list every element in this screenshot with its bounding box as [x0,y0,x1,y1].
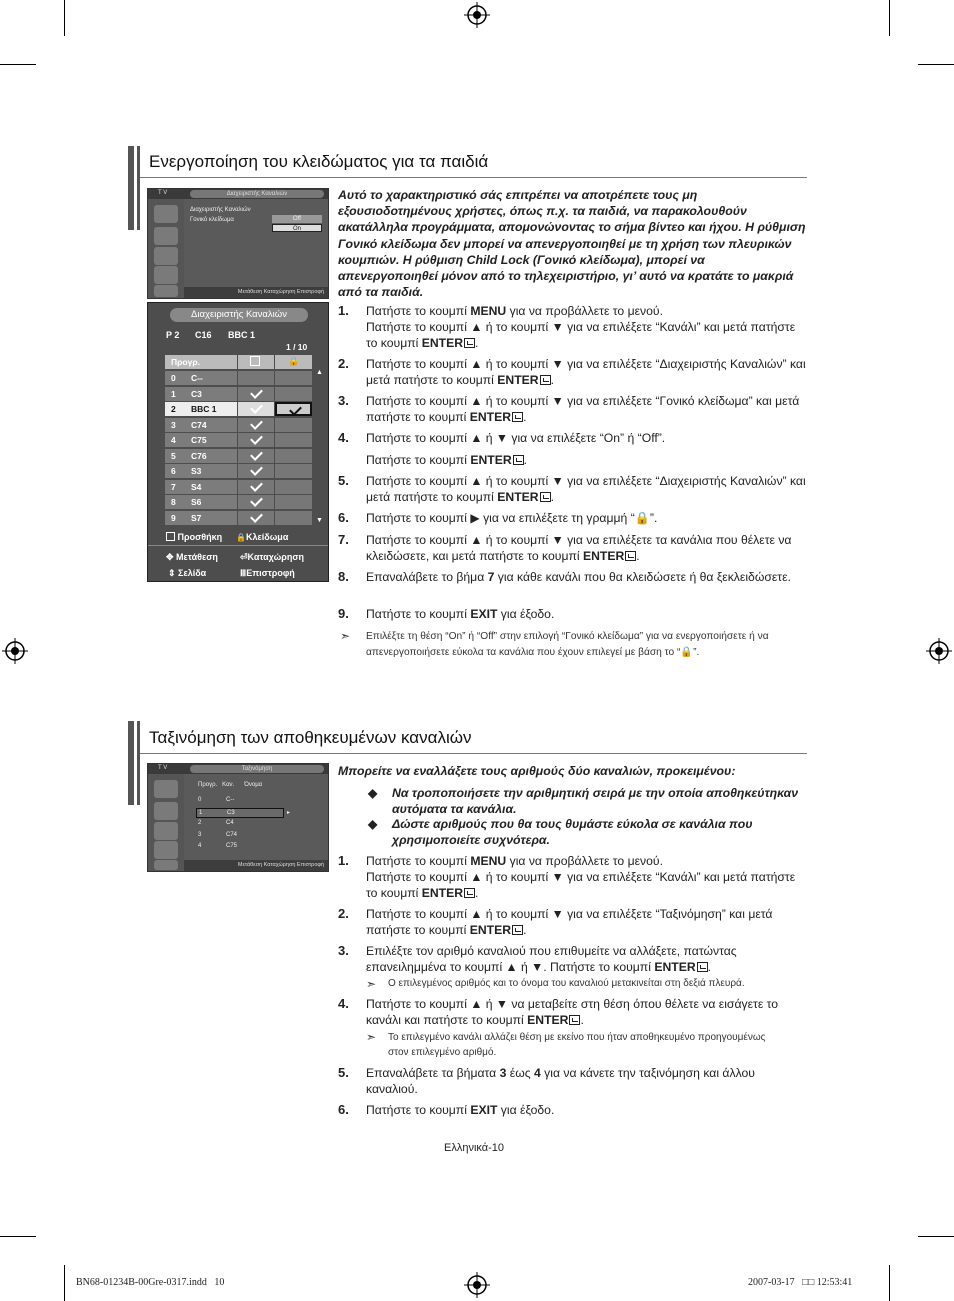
nav-move: ✥ Μετάθεση [166,552,218,562]
step-text: Πατήστε το κουμπί ▲ ή ▼ να μεταβείτε στη θέση όπου θέλετε να εισάγετε το κανάλι και πατήστε το κουμπί ENTER . [366,997,779,1027]
section-intro: Μπορείτε να εναλλάξετε τους αριθμούς δύο καναλιών, προκειμένου: [338,764,736,778]
nav-back: ⅢΕπιστροφή [240,568,295,578]
tv-menu-screenshot [147,188,329,299]
row-name: S4 [191,481,202,492]
bullet-text: Δώστε αριθμούς που θα τους θυμάστε εύκολα σε κανάλια που χρησιμοποιείτε συχνότερα. [392,817,753,847]
step-number: 2. [338,906,349,921]
tv-menu-header [148,764,328,774]
note-arrow-icon: ➣ [366,1030,377,1044]
registration-mark-icon [926,638,952,664]
step-number: 1. [338,853,349,868]
step-text: Πατήστε το κουμπί EXIT για έξοδο. [366,1103,555,1117]
step [338,943,808,991]
step-number: 5. [338,1065,349,1080]
registration-mark-icon [464,2,490,28]
step-text: Επαναλάβετε τα βήματα 3 έως 4 για να κάνετε την ταξινόμηση και άλλου καναλιού. [366,1066,755,1096]
channel-manager-title: Διαχειριστής Καναλιών [170,308,308,322]
tv-menu-main [184,774,328,860]
row-number: 2 [171,404,176,414]
menu-line: Διαχειριστής Καναλιών [190,207,251,213]
table-row [165,511,312,527]
table-row [165,495,312,511]
check-icon [289,403,302,416]
check-icon [250,417,263,430]
file-footer: BN68-01234B-00Gre-0317.indd 10 [76,1277,225,1288]
row-number: 4 [198,843,202,849]
section-marker [134,721,137,805]
crop-mark [0,64,36,65]
step-text: Πατήστε το κουμπί MENU για να προβάλλετε το μενού. Πατήστε το κουμπί ▲ ή το κουμπί ▼ για να επιλέξετε “Κανάλι” και μετά πατήστε το κουμπί ENTER . [366,854,796,900]
row-number: 7 [171,481,176,492]
row-number: 6 [171,466,176,476]
crop-mark [889,0,890,36]
step-text: Πατήστε το κουμπί EXIT για έξοδο. [366,607,555,621]
lock-icon: 🔒 [288,356,300,366]
row-number: 8 [171,497,176,507]
step-number: 2. [338,356,349,371]
step-number: 4. [338,996,349,1011]
step-number: 8. [338,569,349,584]
section-intro: Αυτό το χαρακτηριστικό σάς επιτρέπει να αποτρέπετε τους μη εξουσιοδοτημένους χρήστες, όπως π.χ. τα παιδιά, να παρακολουθούν ακατάλληλα προγράμματα, απομονώνοντας το σήμα βίντεο και ήχου. Η ρύθμιση Γονικό κλείδωμα δεν μπορεί να απενεργοποιηθεί με τη χρήση των πλευρικών κουμπιών. Η ρύθμιση Child Lock (Γονικό κλείδωμα), μπορεί να απενεργοποιηθεί μόνον από το τηλεχειριστήριο, γι’ αυτό να κρατάτε το μακριά από τα παιδιά. [338,188,806,300]
input-icon [154,860,178,870]
legend-lock [236,532,288,542]
row-channel: C74 [226,831,238,838]
step [338,569,808,585]
add-icon [166,532,175,541]
check-icon [250,463,263,476]
note-text: Το επιλεγμένο κανάλι αλλάζει θέση με εκείνο που ήταν αποθηκευμένο προηγουμένως στον επιλεγμένο αριθμό. [388,1032,766,1058]
diamond-bullet-icon: ◆ [368,817,378,831]
row-number: 3 [171,419,176,430]
note-arrow-icon: ➣ [366,977,377,991]
crop-mark [889,1265,890,1301]
list-item [196,808,291,818]
tv-menu-footer: Μετάθεση Καταχώρηση Επιστροφή [184,860,328,871]
row-name: S6 [191,497,202,507]
scroll-down-icon: ▼ [316,517,323,524]
step-number: 9. [338,606,349,621]
divider [148,545,328,546]
table-header [165,355,312,371]
check-icon [250,401,263,414]
step [338,510,808,526]
option-on: On [272,224,322,232]
note-text: Ο επιλεγμένος αριθμός και το όνομα του καναλιού μετακινείται στη δεξιά πλευρά. [388,978,745,989]
row-number: 9 [171,512,176,523]
step-text: Πατήστε το κουμπί ▶ για να επιλέξετε τη γραμμή “🔒”. [366,511,658,525]
date-footer: 2007-03-17 □□ 12:53:41 [748,1277,853,1288]
section-title: Ταξινόμηση των αποθηκευμένων καναλιών [149,728,472,747]
tv-menu-footer: Μετάθεση Καταχώρηση Επιστροφή [184,287,328,298]
add-icon [250,356,260,366]
row-name: BBC 1 [191,404,217,414]
step [338,430,808,468]
channel-manager-screenshot [147,302,329,582]
crop-mark [0,1236,36,1237]
table-row [165,402,312,418]
row-name: C74 [191,419,207,430]
step-text: Επιλέξτε τον αριθμό καναλιού που επιθυμείτε να αλλάξετε, πατώντας επανειλημμένα το κουμπί ▲ ή ▼. Πατήστε το κουμπί ENTER . [366,944,737,974]
step-number: 6. [338,510,349,525]
setup-icon [154,841,178,859]
section-rule [140,753,807,754]
lock-icon: 🔒 [236,533,246,542]
row-name: C-- [191,373,203,383]
step [338,606,808,622]
table-row [165,480,312,496]
menu-header-text: Διαχειριστής Καναλιών [190,190,324,198]
legend-lock-label: Κλείδωμα [245,532,289,542]
row-number: 1 [171,388,176,399]
tv-menu-screenshot [147,763,329,872]
step [338,532,808,564]
scroll-up-icon: ▲ [316,369,323,376]
sound-icon [154,802,178,820]
step-text: Πατήστε το κουμπί ▲ ή το κουμπί ▼ για να επιλέξετε “Διαχειριστής Καναλιών” και μετά πατήστε το κουμπί ENTER . [366,357,806,387]
list-item [196,819,284,829]
channel-icon [154,822,178,840]
channel-icon [154,247,178,265]
tv-menu-main [184,199,328,287]
check-icon [250,479,263,492]
step-text: Πατήστε το κουμπί MENU για να προβάλλετε το μενού. Πατήστε το κουμπί ▲ ή το κουμπί ▼ για να επιλέξετε “Κανάλι” και μετά πατήστε το κουμπί ENTER . [366,304,796,350]
table-row [165,464,312,480]
legend-add-label: Προσθήκη [177,532,223,542]
step-number: 3. [338,943,349,958]
step-number: 4. [338,430,349,445]
note [366,977,808,991]
row-name: S3 [191,466,202,476]
row-channel: C75 [226,843,238,849]
note [340,629,800,660]
input-icon [154,285,178,297]
menu-header-text: Ταξινόμηση [190,765,324,773]
column-header: Προγρ. Καν. Όνομα [198,782,263,788]
info-name: BBC 1 [228,330,256,340]
table-row [165,387,312,403]
check-icon [250,494,263,507]
table-row [165,449,312,465]
step-number: 7. [338,532,349,547]
row-name: C3 [191,388,202,399]
step-text: Πατήστε το κουμπί ▲ ή το κουμπί ▼ για να επιλέξετε “Γονικό κλείδωμα” και μετά πατήστε το κουμπί ENTER . [366,394,800,424]
step [338,356,808,388]
registration-mark-icon [2,638,28,664]
step [338,393,808,425]
tv-label: T V [158,765,168,771]
nav-enter: ⏎Καταχώρηση [240,552,304,562]
nav-page-label: Σελίδα [178,568,207,578]
note-arrow-icon: ➣ [340,629,351,643]
bullet-text: Να τροποποιήσετε την αριθμητική σειρά με την οποία αποθηκεύτηκαν αυτόματα τα κανάλια. [392,786,799,816]
row-number: 0 [198,797,202,803]
tv-sidebar [148,199,184,298]
picture-icon [154,205,178,223]
step-text: Επαναλάβετε το βήμα 7 για κάθε κανάλι που θα κλειδώσετε ή θα ξεκλειδώσετε. [366,570,791,584]
info-channel: C16 [195,330,212,340]
section-title: Ενεργοποίηση του κλειδώματος για τα παιδιά [149,152,489,171]
step [338,906,808,938]
arrow-right-icon: ▸ [287,809,291,816]
section-marker [134,146,137,230]
nav-back-label: Επιστροφή [246,568,295,578]
table-row [165,371,312,387]
diamond-bullet-icon: ◆ [368,786,378,800]
step [338,1065,808,1097]
list-item [196,842,284,852]
table-row [165,418,312,434]
note-text: Επιλέξτε τη θέση “On” ή “Off” στην επιλογή “Γονικό κλείδωμα” για να ενεργοποιήσετε ή να απενεργοποιήσετε εύκολα τα κανάλια που έχουν επιλεγεί με βάση το “🔒”. [366,631,769,658]
step-text: Πατήστε το κουμπί ▲ ή το κουμπί ▼ για να επιλέξετε “Ταξινόμηση” και μετά πατήστε το κουμπί ENTER . [366,907,773,937]
crop-mark [64,0,65,36]
step-number: 1. [338,303,349,318]
row-channel: C-- [226,797,235,803]
row-name: C76 [191,450,207,461]
bullet-item [370,816,800,848]
column-header: Προγρ. [171,357,200,367]
menu-line: Γονικό κλείδωμα [190,217,234,223]
row-number: 2 [198,820,202,826]
tv-sidebar [148,774,184,871]
step [338,303,808,351]
row-channel: C4 [226,820,234,826]
list-item [196,831,284,841]
bullet-item [370,785,800,817]
step-text: Πατήστε το κουμπί ▲ ή το κουμπί ▼ για να επιλέξετε “Διαχειριστής Καναλιών” και μετά πατήστε το κουμπί ENTER . [366,474,806,504]
crop-mark [64,1265,65,1301]
check-icon [250,432,263,445]
registration-mark-icon [464,1272,490,1298]
row-number: 0 [171,373,176,383]
tv-menu-header [148,189,328,199]
step [338,473,808,505]
setup-icon [154,266,178,284]
page-indicator: 1 / 10 [286,342,308,352]
legend-add [166,532,222,542]
step-text: Πατήστε το κουμπί ▲ ή ▼ για να επιλέξετε “On” ή “Off”. Πατήστε το κουμπί ENTER . [366,431,666,467]
step-number: 6. [338,1102,349,1117]
row-number: 3 [198,831,202,838]
sound-icon [154,227,178,245]
info-program: P 2 [166,330,180,340]
picture-icon [154,780,178,798]
row-number: 5 [171,450,176,461]
step-number: 3. [338,393,349,408]
row-number: 1 [199,809,203,816]
nav-enter-label: Καταχώρηση [247,552,304,562]
row-name: C75 [191,435,207,445]
step [338,853,808,901]
nav-move-label: Μετάθεση [176,552,218,562]
table-row [165,433,312,449]
crop-mark [918,1236,954,1237]
option-off: Off [272,215,322,223]
list-item [196,796,284,806]
check-icon [250,386,263,399]
note [366,1030,786,1060]
row-name: S7 [191,512,202,523]
row-channel: C3 [227,809,235,816]
section-rule [140,177,807,178]
check-icon [250,510,263,523]
nav-page: ⇕ Σελίδα [168,568,207,578]
page-number: Ελληνικά-10 [444,1142,505,1154]
step [338,1102,808,1118]
check-icon [250,448,263,461]
tv-label: T V [158,190,168,196]
crop-mark [918,64,954,65]
step-text: Πατήστε το κουμπί ▲ ή το κουμπί ▼ για να επιλέξετε τα κανάλια που θέλετε να κλειδώσετε, και μετά πατήστε το κουμπί ENTER . [366,533,792,563]
row-number: 4 [171,435,176,445]
step-number: 5. [338,473,349,488]
step [338,996,808,1060]
